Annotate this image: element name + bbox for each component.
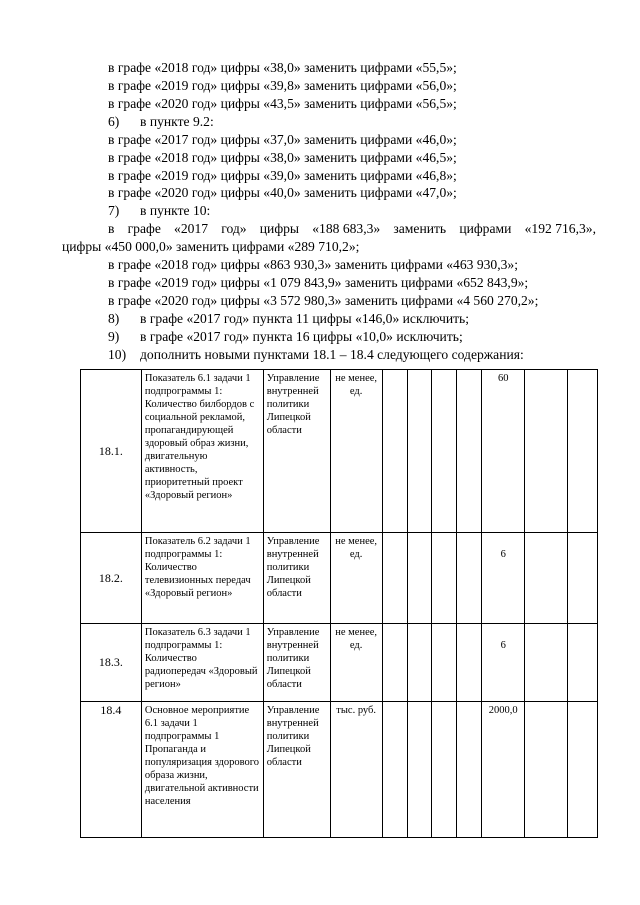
paragraph: в графе «2019 год» цифры «1 079 843,9» заменить цифрами «652 843,9»;: [108, 275, 529, 290]
word: «192 716,3»,: [524, 221, 596, 236]
paragraph: в графе «2020 год» цифры «43,5» заменить цифрами «56,5»;: [108, 96, 457, 111]
paragraph: в графе «2017 год» цифры «37,0» заменить цифрами «46,0»;: [108, 132, 457, 147]
unit: не менее, ед.: [330, 533, 382, 624]
empty-cell: [525, 702, 568, 838]
value-cell: 2000,0: [482, 702, 525, 838]
list-number: 10): [108, 347, 127, 362]
empty-cell: [525, 370, 568, 533]
word: цифры: [259, 221, 300, 236]
empty-cell: [568, 533, 598, 624]
word: «188 683,3»: [312, 221, 381, 236]
indicator-name: Показатель 6.2 задачи 1 подпрограммы 1: Количество телевизионных передач «Здоровый регион»: [141, 533, 263, 624]
paragraph: в графе «2020 год» цифры «40,0» заменить цифрами «47,0»;: [108, 185, 457, 200]
empty-cell: [457, 533, 482, 624]
empty-cell: [407, 624, 432, 702]
empty-cell: [432, 702, 457, 838]
indicator-name: Показатель 6.3 задачи 1 подпрограммы 1: Количество радиопередач «Здоровый регион»: [141, 624, 263, 702]
empty-cell: [382, 370, 407, 533]
list-number: 6): [108, 114, 120, 129]
empty-cell: [568, 370, 598, 533]
responsible-org: Управление внутренней политики Липецкой области: [263, 702, 330, 838]
paragraph: в графе «2020 год» цифры «3 572 980,3» заменить цифрами «4 560 270,2»;: [108, 293, 539, 308]
empty-cell: [432, 370, 457, 533]
responsible-org: Управление внутренней политики Липецкой области: [263, 533, 330, 624]
list-item: [108, 310, 469, 327]
paragraph: в графе «2018 год» цифры «38,0» заменить цифрами «55,5»;: [108, 60, 457, 75]
paragraph: в графе «2017 год» пункта 11 цифры «146,0» исключить;: [140, 311, 470, 326]
paragraph: дополнить новыми пунктами 18.1 – 18.4 следующего содержания:: [140, 347, 524, 362]
empty-cell: [457, 624, 482, 702]
empty-cell: [457, 702, 482, 838]
word: заменить: [393, 221, 447, 236]
unit: тыс. руб.: [330, 702, 382, 838]
empty-cell: [382, 702, 407, 838]
row-number: 18.3.: [81, 624, 142, 702]
paragraph: в графе «2017 год» пункта 16 цифры «10,0» исключить;: [140, 329, 463, 344]
paragraph: в графе «2018 год» цифры «863 930,3» заменить цифрами «463 930,3»;: [108, 257, 518, 272]
list-item: [108, 113, 214, 130]
empty-cell: [382, 624, 407, 702]
paragraph: в графе «2019 год» цифры «39,0» заменить цифрами «46,8»;: [108, 168, 457, 183]
table-row: [81, 533, 598, 624]
value-cell: 6: [482, 624, 525, 702]
responsible-org: Управление внутренней политики Липецкой области: [263, 624, 330, 702]
value-cell: 6: [482, 533, 525, 624]
table-row: [81, 702, 598, 838]
empty-cell: [432, 533, 457, 624]
table-row: [81, 370, 598, 533]
paragraph: в пункте 10:: [140, 203, 211, 218]
word: в: [108, 221, 115, 236]
paragraph: в графе «2019 год» цифры «39,8» заменить цифрами «56,0»;: [108, 78, 457, 93]
empty-cell: [432, 624, 457, 702]
paragraph: в графе «2018 год» цифры «38,0» заменить цифрами «46,5»;: [108, 150, 457, 165]
empty-cell: [407, 533, 432, 624]
word: «2017: [174, 221, 209, 236]
table-row: [81, 624, 598, 702]
list-number: 7): [108, 203, 120, 218]
empty-cell: [568, 624, 598, 702]
row-number: 18.4: [81, 702, 142, 838]
list-number: 8): [108, 311, 120, 326]
empty-cell: [457, 370, 482, 533]
empty-cell: [525, 533, 568, 624]
unit: не менее, ед.: [330, 370, 382, 533]
responsible-org: Управление внутренней политики Липецкой области: [263, 370, 330, 533]
indicator-name: Основное мероприятие 6.1 задачи 1 подпрограммы 1 Пропаганда и популяризация здорового образа жизни, двигательной активности населения: [141, 702, 263, 838]
indicator-name: Показатель 6.1 задачи 1 подпрограммы 1: Количество билбордов с социальной рекламой, пропагандирующей здоровый образ жизни, двигательную активность, приоритетный проект «Здоровый регион»: [141, 370, 263, 533]
list-item: [108, 346, 524, 363]
word: год»: [221, 221, 247, 236]
empty-cell: [568, 702, 598, 838]
row-number: 18.2.: [81, 533, 142, 624]
indicators-table: [80, 369, 598, 838]
paragraph: в пункте 9.2:: [140, 114, 214, 129]
list-item: [108, 202, 210, 219]
value-cell: 60: [482, 370, 525, 533]
unit: не менее, ед.: [330, 624, 382, 702]
word: графе: [127, 221, 161, 236]
justified-paragraph: [108, 220, 596, 237]
list-number: 9): [108, 329, 120, 344]
empty-cell: [407, 370, 432, 533]
list-item: [108, 328, 463, 345]
paragraph: цифры «450 000,0» заменить цифрами «289 710,2»;: [62, 239, 360, 254]
empty-cell: [382, 533, 407, 624]
word: цифрами: [459, 221, 512, 236]
empty-cell: [525, 624, 568, 702]
row-number: 18.1.: [81, 370, 142, 533]
empty-cell: [407, 702, 432, 838]
